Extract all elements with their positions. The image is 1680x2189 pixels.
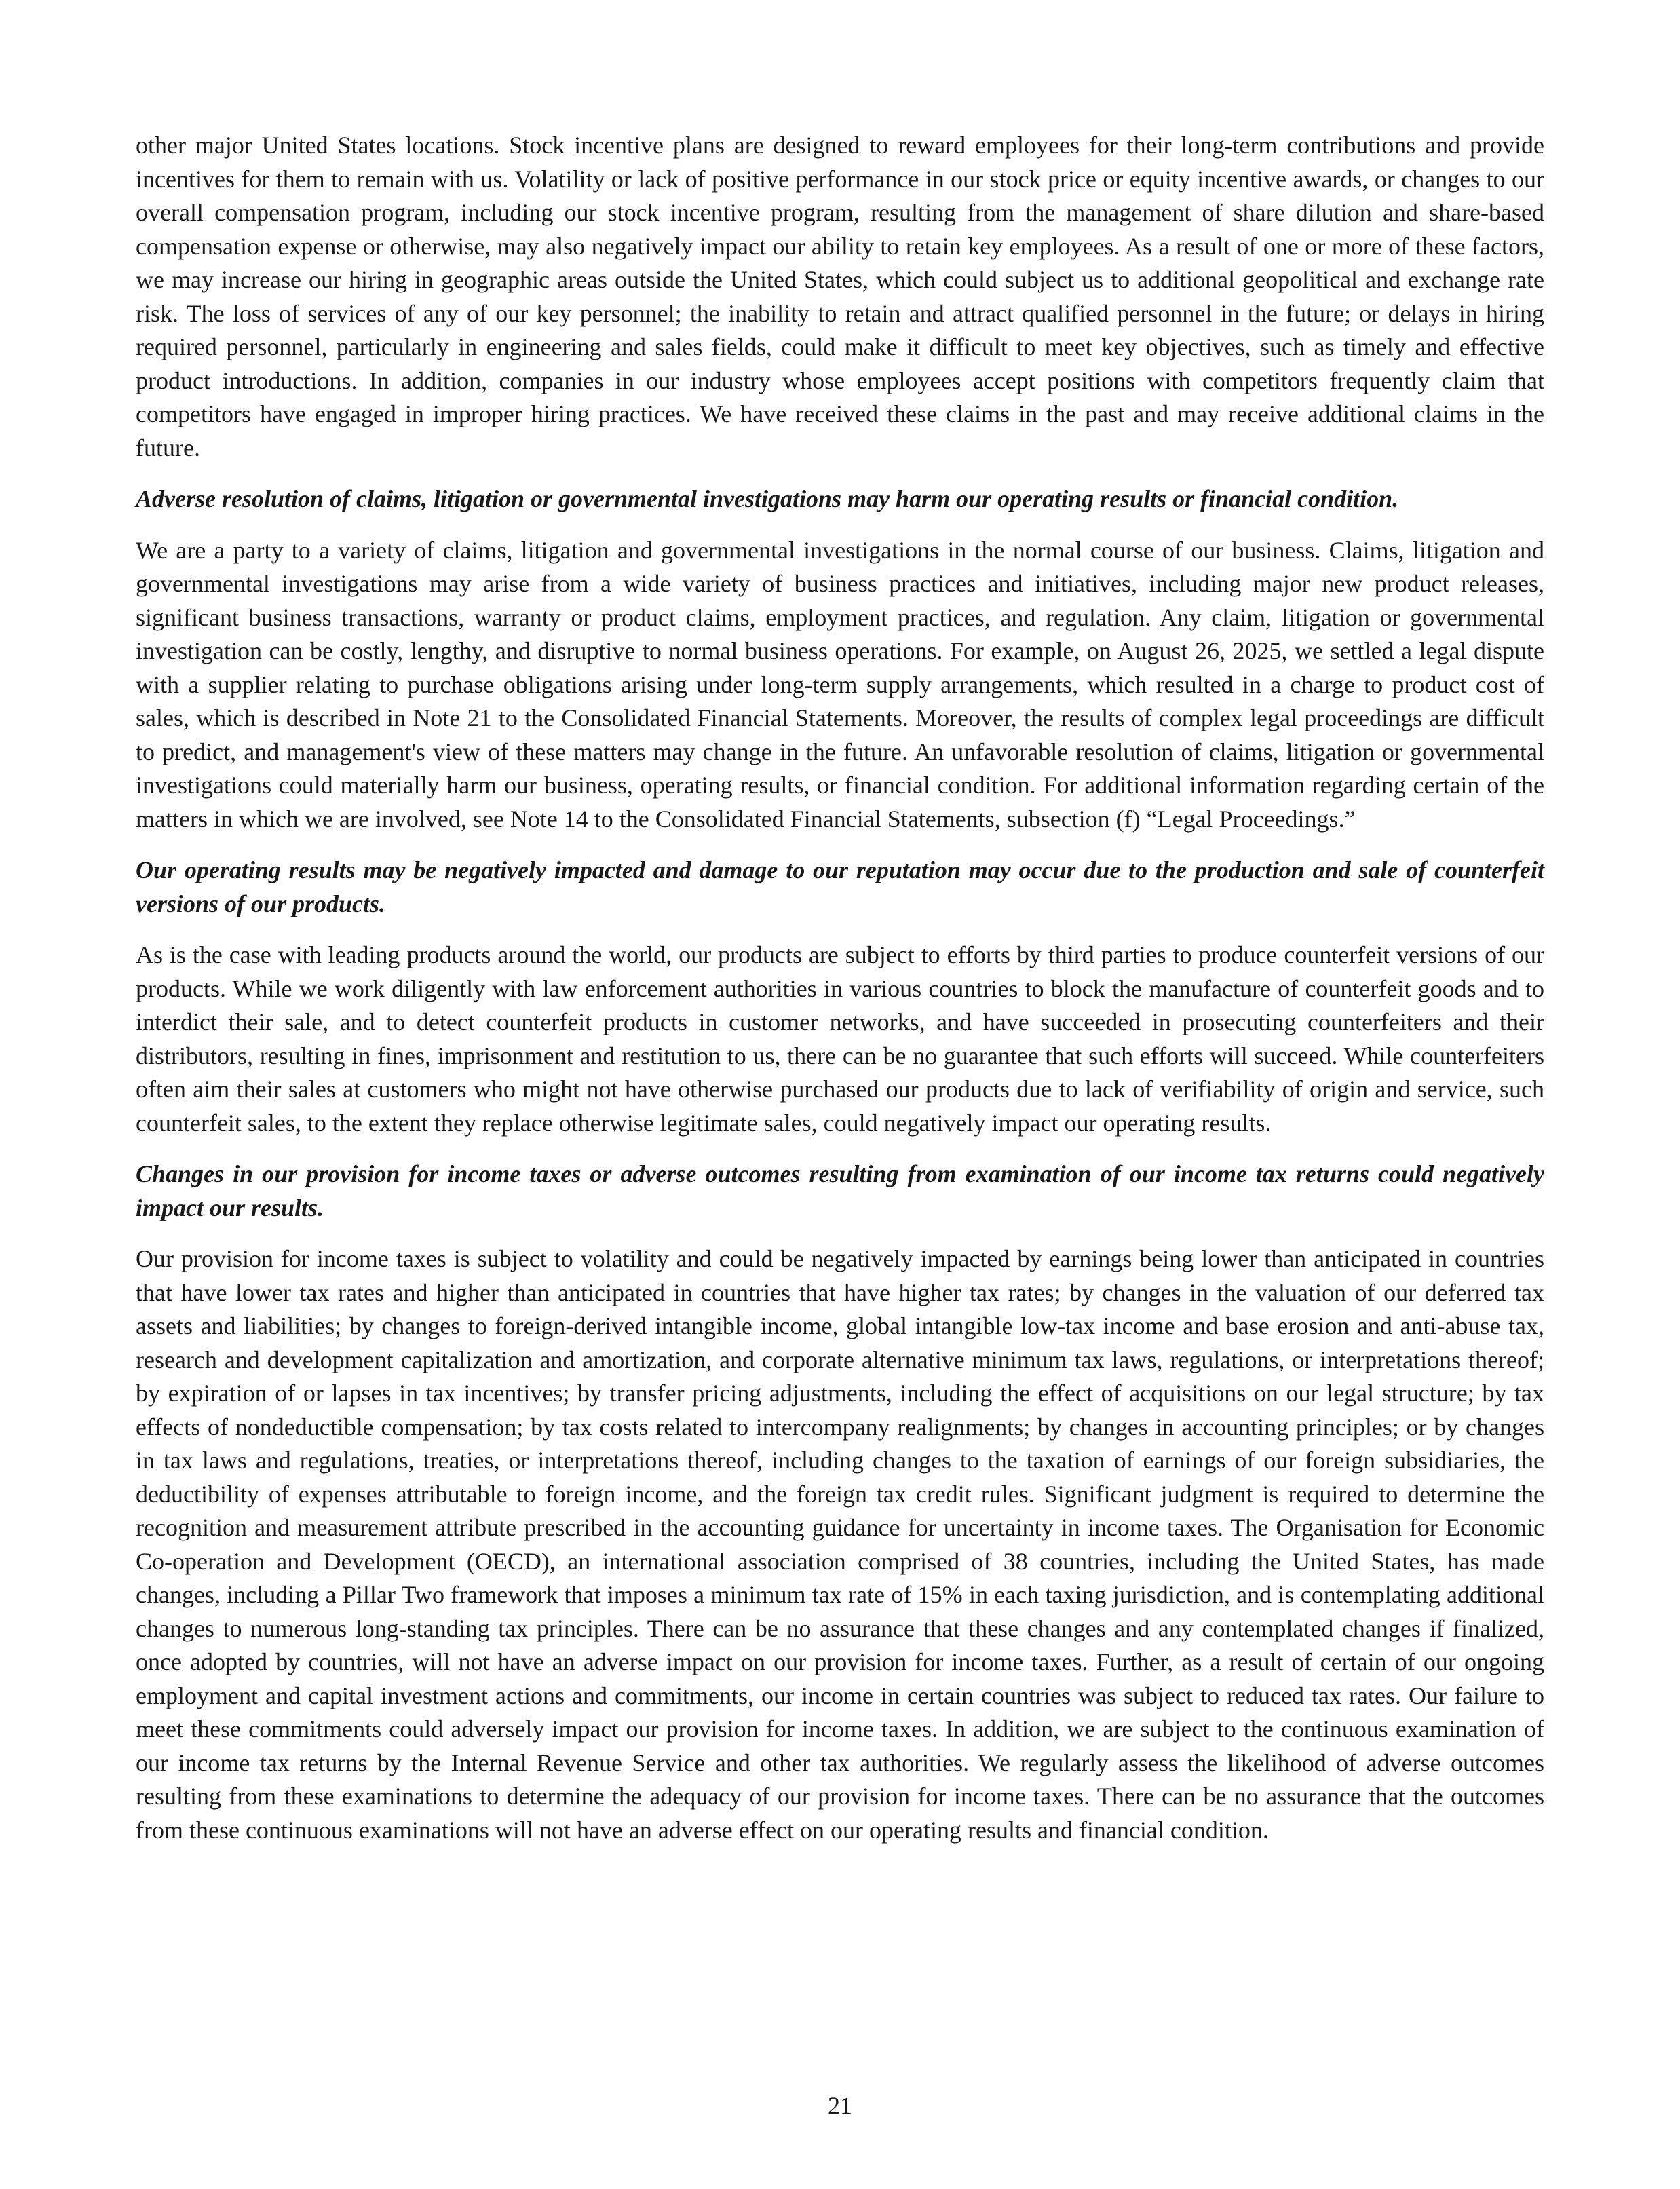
heading-counterfeit-risk: Our operating results may be negatively impacted and damage to our reputation may occur due to the production and sale of counterfeit versions of our products. [136, 856, 1544, 917]
paragraph-income-tax-risk: Our provision for income taxes is subject to volatility and could be negatively impacted by earnings being lower than anticipated in countries that have lower tax rates and higher than anticipated in countries that have higher tax rates; by changes in the valuation of our deferred tax assets and liabilities; by changes to foreign-derived intangible income, global intangible low-tax income and base erosion and anti-abuse tax, research and development capitalization and amortization, and corporate alternative minimum tax laws, regulations, or interpretations thereof; by expiration of or lapses in tax incentives; by transfer pricing adjustments, including the effect of acquisitions on our legal structure; by tax effects of nondeductible compensation; by tax costs related to intercompany realignments; by changes in accounting principles; or by changes in tax laws and regulations, treaties, or interpretations thereof, including changes to the taxation of earnings of our foreign subsidiaries, the deductibility of expenses attributable to foreign income, and the foreign tax credit rules. Significant judgment is required to determine the recognition and measurement attribute prescribed in the accounting guidance for uncertainty in income taxes. The Organisation for Economic Co-operation and Development (OECD), an international association comprised of 38 countries, including the United States, has made changes, including a Pillar Two framework that imposes a minimum tax rate of 15% in each taxing jurisdiction, and is contemplating additional changes to numerous long-standing tax principles. There can be no assurance that these changes and any contemplated changes if finalized, once adopted by countries, will not have an adverse impact on our provision for income taxes. Further, as a result of certain of our ongoing employment and capital investment actions and commitments, our income in certain countries was subject to reduced tax rates. Our failure to meet these commitments could adversely impact our provision for income taxes. In addition, we are subject to the continuous examination of our income tax returns by the Internal Revenue Service and other tax authorities. We regularly assess the likelihood of adverse outcomes resulting from these examinations to determine the adequacy of our provision for income taxes. There can be no assurance that the outcomes from these continuous examinations will not have an adverse effect on our operating results and financial condition. [136, 1245, 1544, 1844]
paragraph-counterfeit-risk: As is the case with leading products around the world, our products are subject to efforts by third parties to produce counterfeit versions of our products. While we work diligently with law enforcement authorities in various countries to block the manufacture of counterfeit goods and to interdict their sale, and to detect counterfeit products in customer networks, and have succeeded in prosecuting counterfeiters and their distributors, resulting in fines, imprisonment and restitution to us, there can be no guarantee that such efforts will succeed. While counterfeiters often aim their sales at customers who might not have otherwise purchased our products due to lack of verifiability of origin and service, such counterfeit sales, to the extent they replace otherwise legitimate sales, could negatively impact our operating results. [136, 941, 1544, 1137]
paragraph-employee-retention: other major United States locations. Stock incentive plans are designed to reward employees for their long-term contributions and provide incentives for them to remain with us. Volatility or lack of positive performance in our stock price or equity incentive awards, or changes to our overall compensation program, including our stock incentive program, resulting from the management of share dilution and share-based compensation expense or otherwise, may also negatively impact our ability to retain key employees. As a result of one or more of these factors, we may increase our hiring in geographic areas outside the United States, which could subject us to additional geopolitical and exchange rate risk. The loss of services of any of our key personnel; the inability to retain and attract qualified personnel in the future; or delays in hiring required personnel, particularly in engineering and sales fields, could make it difficult to meet key objectives, such as timely and effective product introductions. In addition, companies in our industry whose employees accept positions with competitors frequently claim that competitors have engaged in improper hiring practices. We have received these claims in the past and may receive additional claims in the future. [136, 132, 1544, 461]
document-body [136, 129, 1544, 1865]
page-number: 21 [828, 2092, 852, 2119]
heading-litigation-risk: Adverse resolution of claims, litigation or governmental investigations may harm our operating results or financial condition. [136, 485, 1399, 512]
paragraph-litigation-risk: We are a party to a variety of claims, litigation and governmental investigations in the normal course of our business. Claims, litigation and governmental investigations may arise from a wide variety of business practices and initiatives, including major new product releases, significant business transactions, warranty or product claims, employment practices, and regulation. Any claim, litigation or governmental investigation can be costly, lengthy, and disruptive to normal business operations. For example, on August 26, 2025, we settled a legal dispute with a supplier relating to purchase obligations arising under long-term supply arrangements, which resulted in a charge to product cost of sales, which is described in Note 21 to the Consolidated Financial Statements. Moreover, the results of complex legal proceedings are difficult to predict, and management's view of these matters may change in the future. An unfavorable resolution of claims, litigation or governmental investigations could materially harm our business, operating results, or financial condition. For additional information regarding certain of the matters in which we are involved, see Note 14 to the Consolidated Financial Statements, subsection (f) “Legal Proceedings.” [136, 536, 1544, 833]
heading-income-tax-risk: Changes in our provision for income taxes or adverse outcomes resulting from examination of our income tax returns could negatively impact our results. [136, 1160, 1544, 1221]
